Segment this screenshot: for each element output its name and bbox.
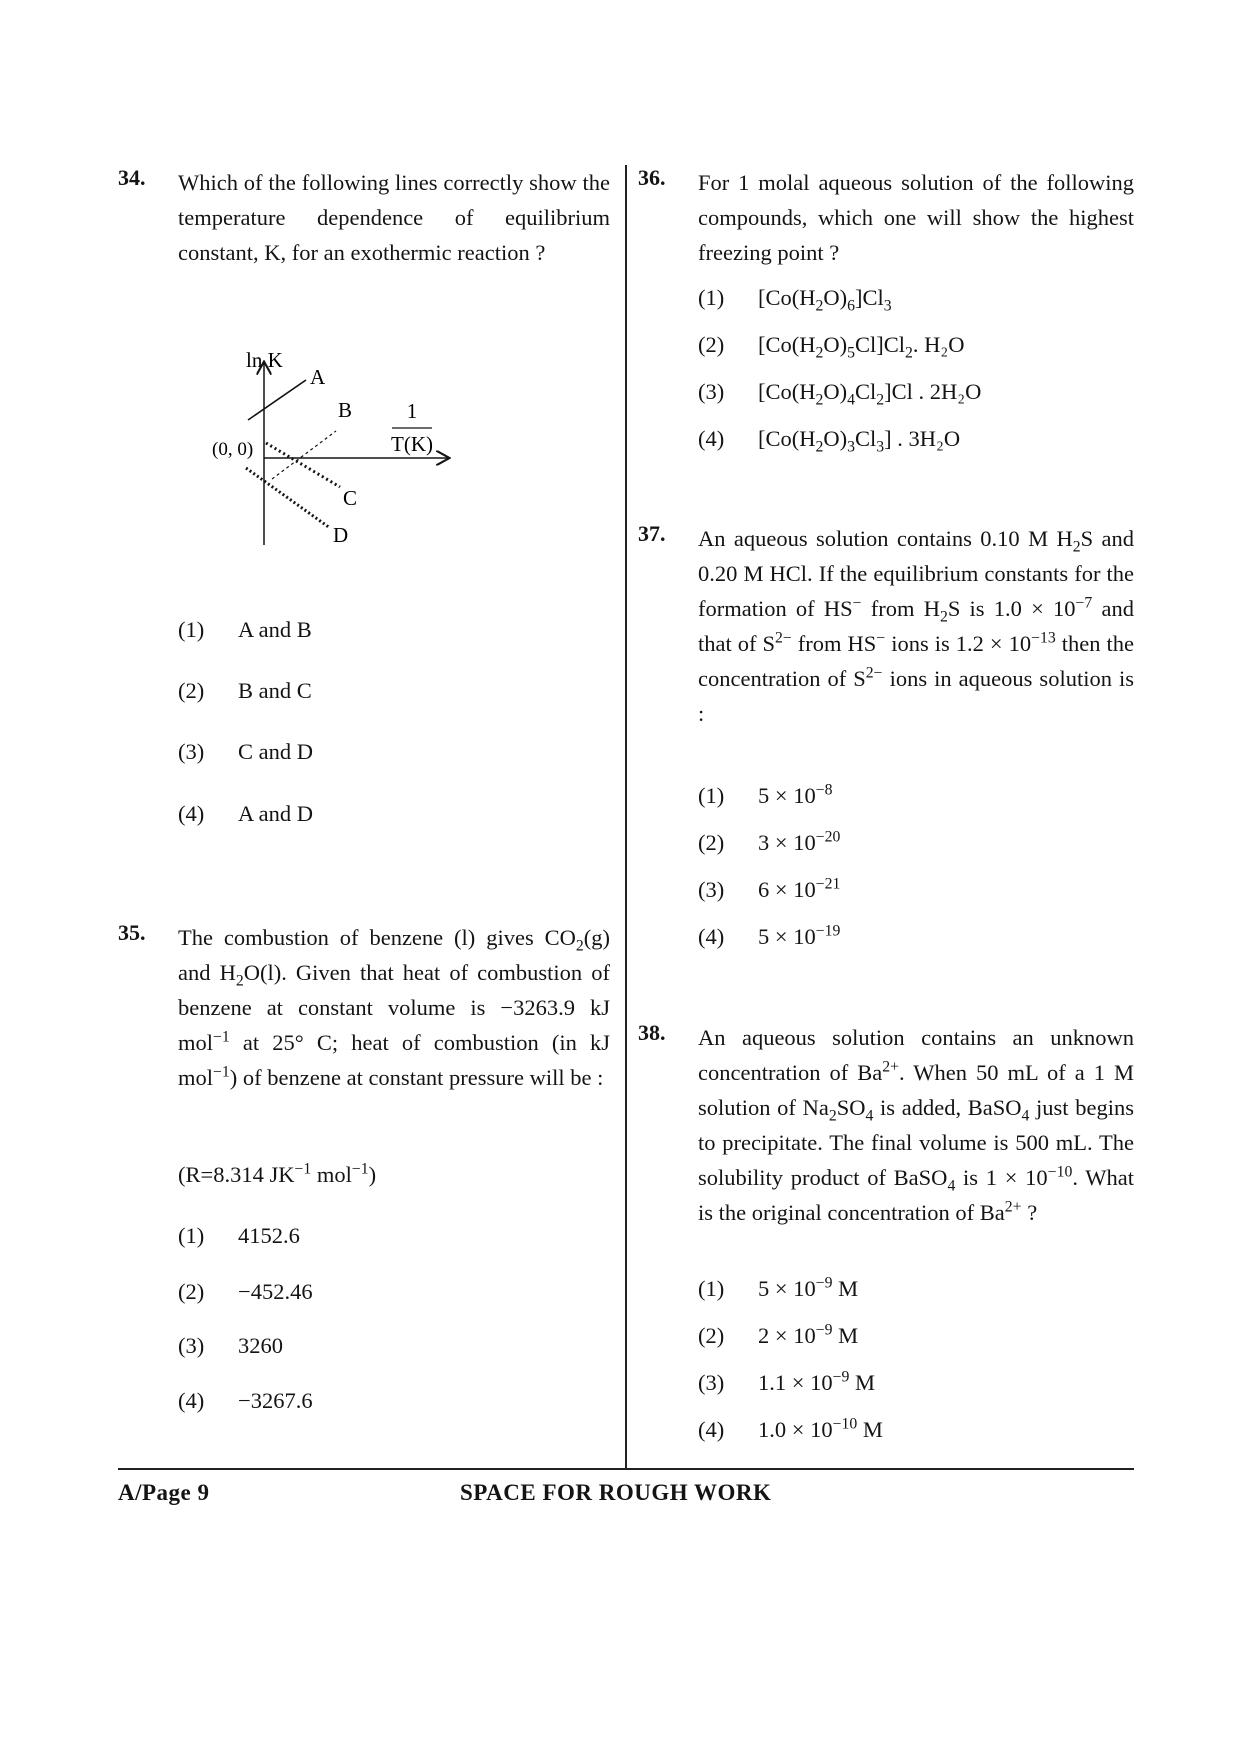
option-3[interactable] [698,1368,875,1398]
line-a [248,380,306,420]
option-1[interactable] [698,1274,858,1304]
option-text: $[Co(H_2O)_3Cl_3]$ . 3H₂O [758,426,961,456]
line-a-label: A [310,365,326,389]
option-number: (2) [178,1279,205,1304]
question-text: The combustion of benzene (l) gives $CO_2(g)$ and $H_2O(l)$. Given that heat of combustion of benzene at constant volume is −3263.9 kJ mol$^{-1}$ at 25° C; heat of combustion (in kJ mol$^{-1}$) of benzene at constant pressure will be : [178,925,610,1090]
option-number: (1) [178,617,205,642]
question-number: 37. [638,521,666,546]
option-1[interactable] [698,283,892,313]
option-number: (3) [178,739,205,764]
option-3[interactable] [698,875,840,905]
line-d [246,468,330,528]
option-text: $[Co(H_2O)_5Cl]Cl_2$. H₂O [758,332,965,362]
option-2[interactable] [178,1277,313,1307]
question-number: 35. [118,920,146,945]
question-text: An aqueous solution contains an unknown concentration of $Ba^{2+}$. When 50 mL of a 1 M solution of $Na_2SO_4$ is added, BaSO$_4$ just begins to precipitate. The final volume is 500 mL. The solubility product of BaSO$_4$ is $1 \times 10^{-10}$. What is the original concentration of $Ba^{2+}$ ? [698,1025,1134,1225]
option-text: $[Co(H_2O)_4Cl_2]Cl$ . 2H₂O [758,379,982,409]
rough-work-label: SPACE FOR ROUGH WORK [460,1480,772,1505]
x-axis-label-denominator: T(K) [391,432,433,456]
x-axis-label-numerator: 1 [406,399,418,423]
question-number: 36. [638,165,666,190]
line-d-label: D [333,523,349,547]
option-number: (4) [698,924,725,949]
option-text: B and C [238,678,312,703]
option-number: (4) [178,801,205,826]
option-1[interactable] [698,781,832,811]
page-number: A/Page 9 [118,1480,210,1505]
option-2[interactable] [698,330,964,360]
option-number: (3) [698,877,725,902]
option-text: $1.0 \times 10^{-10}$ M [758,1415,883,1442]
option-2[interactable] [698,1321,858,1351]
ln-k-vs-inverse-t-graph [188,345,548,575]
option-number: (3) [178,1333,205,1358]
option-number: (4) [698,426,725,451]
option-1[interactable] [178,1221,300,1251]
option-number: (1) [698,783,725,808]
option-3[interactable] [178,1331,283,1361]
option-number: (4) [178,1388,205,1413]
option-3[interactable] [178,737,313,767]
option-text: $6 \times 10^{-21}$ [758,875,841,902]
option-text: $[Co(H_2O)_6]Cl_3$ [758,285,892,315]
option-number: (2) [178,678,205,703]
footer-rule [118,1468,1134,1470]
gas-constant-note: (R=8.314 $JK^{-1}$ mol$^{-1}$) [178,1160,377,1187]
option-text: $5 \times 10^{-8}$ [758,781,833,808]
option-text: 3260 [238,1333,283,1358]
option-number: (2) [698,332,725,357]
line-c [266,443,340,487]
question-number: 34. [118,165,146,190]
y-axis-label: ln K [246,348,283,372]
option-number: (3) [698,1370,725,1395]
option-number: (1) [698,1276,725,1301]
option-text: $5 \times 10^{-19}$ [758,922,841,949]
option-text: −3267.6 [238,1388,313,1413]
question-text: For 1 molal aqueous solution of the following compounds, which one will show the highest freezing point ? [698,170,1134,265]
question-text: Which of the following lines correctly show the temperature dependence of equilibrium constant, K, for an exothermic reaction ? [178,170,610,265]
option-4[interactable] [698,424,960,454]
option-number: (1) [698,285,725,310]
option-3[interactable] [698,377,981,407]
option-4[interactable] [698,922,840,952]
option-text: −452.46 [238,1279,313,1304]
option-number: (3) [698,379,725,404]
option-number: (4) [698,1417,725,1442]
line-c-label: C [343,486,358,510]
column-divider [625,165,627,1468]
question-number: 38. [638,1020,666,1045]
option-text: $2 \times 10^{-9}$ M [758,1321,859,1348]
option-4[interactable] [178,1386,313,1416]
option-text: $3 \times 10^{-20}$ [758,828,841,855]
option-2[interactable] [698,828,840,858]
line-b [272,431,336,479]
option-text: $5 \times 10^{-9}$ M [758,1274,859,1301]
option-text: C and D [238,739,313,764]
option-number: (1) [178,1223,205,1248]
line-b-label: B [338,398,353,422]
option-text: $1.1 \times 10^{-9}$ M [758,1368,875,1395]
option-4[interactable] [698,1415,883,1445]
option-text: A and D [238,801,313,826]
origin-label: (0, 0) [212,439,254,460]
option-text: A and B [238,617,312,642]
question-text: An aqueous solution contains 0.10 M $H_2S$ and 0.20 M HCl. If the equilibrium constants for the formation of HS− from $H_2S$ is $1.0 \times 10^{-7}$ and that of $S^{2-}$ from HS− ions is $1.2 \times 10^{-13}$ then the concentration of $S^{2-}$ ions in aqueous solution is : [698,526,1135,726]
option-1[interactable] [178,615,312,645]
option-number: (2) [698,830,725,855]
option-text: 4152.6 [238,1223,300,1248]
option-number: (2) [698,1323,725,1348]
option-2[interactable] [178,676,312,706]
option-4[interactable] [178,799,313,829]
